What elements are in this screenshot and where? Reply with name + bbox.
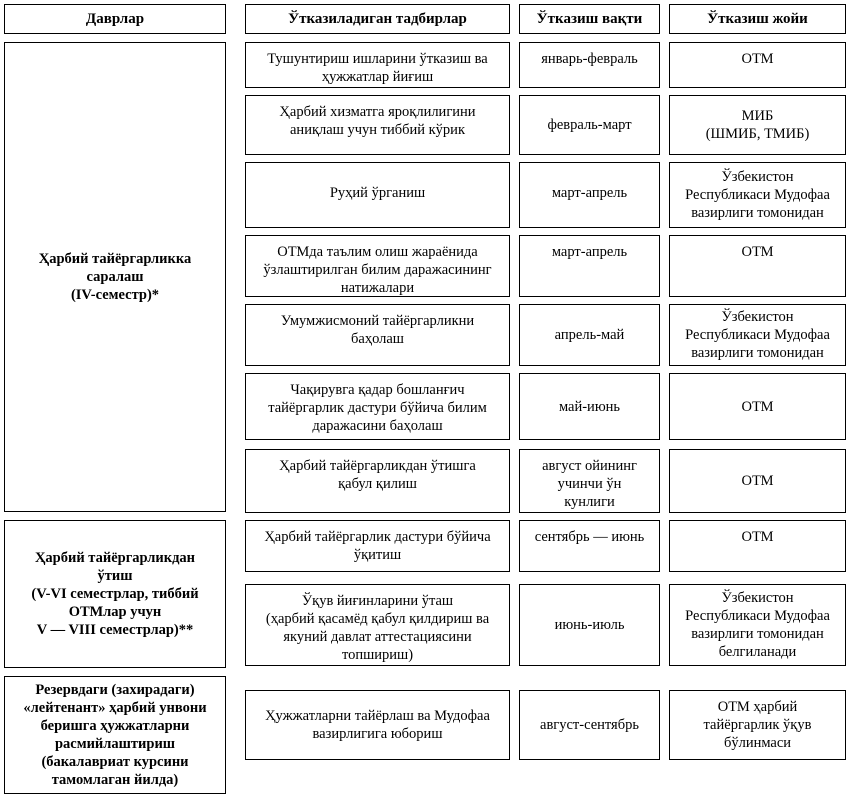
place-cell (669, 520, 846, 572)
period-line: Ҳарбий тайёргарликка (38, 251, 192, 267)
time-line: июнь-июль (554, 617, 625, 633)
place-line: (ШМИБ, ТМИБ) (705, 126, 810, 142)
event-line: Чақирувга қадар бошланғич (290, 382, 465, 398)
place-line: Ўзбекистон (721, 169, 794, 185)
place-line: Республикаси Мудофаа (685, 608, 830, 624)
place-line: Республикаси Мудофаа (685, 187, 830, 203)
period-line: «лейтенант» ҳарбий унвони (23, 700, 207, 716)
event-cell (245, 162, 510, 228)
event-cell (245, 304, 510, 366)
time-line: февраль-март (547, 117, 632, 133)
place-line: белгиланади (718, 644, 797, 660)
event-cell (245, 584, 510, 666)
period-line: Резервдаги (захирадаги) (35, 682, 195, 698)
event-line: Ўқув йиғинларини ўташ (301, 593, 454, 609)
place-cell (669, 235, 846, 297)
place-line: вазирлиги томонидан (691, 626, 824, 642)
place-line: Республикаси Мудофаа (685, 327, 830, 343)
time-line: август ойининг (542, 458, 637, 474)
header-time-label: Ўтказиш вақти (536, 11, 643, 27)
period-reserve (4, 676, 226, 794)
event-line: аниқлаш учун тиббий кўрик (290, 122, 465, 138)
event-line: топшириш) (341, 647, 414, 663)
event-cell (245, 373, 510, 440)
time-line: учинчи ўн (557, 476, 622, 492)
time-line: март-апрель (551, 185, 628, 201)
event-cell (245, 690, 510, 760)
event-cell (245, 95, 510, 155)
event-line: тайёргарлик дастури бўйича билим (268, 400, 487, 416)
period-line: саралаш (86, 269, 144, 285)
event-cell (245, 449, 510, 513)
time-line: январь-февраль (541, 51, 638, 67)
event-line: ҳужжатлар йиғиш (321, 69, 434, 85)
period-line: V — VIII семестрлар)** (36, 622, 194, 638)
place-cell (669, 162, 846, 228)
event-line: Тушунтириш ишларини ўтказиш ва (267, 51, 488, 67)
place-cell (669, 95, 846, 155)
time-cell (519, 42, 660, 88)
place-line: Ўзбекистон (721, 590, 794, 606)
time-cell (519, 235, 660, 297)
event-line: Руҳий ўрганиш (329, 185, 426, 201)
event-line: ОТМда таълим олиш жараёнида (277, 244, 478, 260)
period-line: (IV-семестр)* (70, 287, 160, 303)
event-line: вазирлигига юбориш (312, 726, 443, 742)
period-line: ОТМлар учун (68, 604, 162, 620)
header-place (669, 4, 846, 34)
event-line: Ҳужжатларни тайёрлаш ва Мудофаа (265, 708, 490, 724)
header-periods (4, 4, 226, 34)
event-line: Умумжисмоний тайёргарликни (280, 313, 475, 329)
event-line: даражасини баҳолаш (312, 418, 443, 434)
period-training (4, 520, 226, 668)
period-selection (4, 42, 226, 512)
place-line: Ўзбекистон (721, 309, 794, 325)
place-cell (669, 690, 846, 760)
header-events-label: Ўтказиладиган тадбирлар (288, 11, 467, 27)
period-line: беришга ҳужжатларни (40, 718, 190, 734)
time-cell (519, 449, 660, 513)
period-line: Ҳарбий тайёргарликдан (34, 550, 196, 566)
time-line: сентябрь — июнь (534, 529, 645, 545)
time-cell (519, 584, 660, 666)
time-line: май-июнь (558, 398, 621, 415)
time-cell (519, 373, 660, 440)
period-line: (бакалавриат курсини (41, 754, 189, 770)
period-line: (V-VI семестрлар, тиббий (31, 586, 199, 602)
time-cell (519, 95, 660, 155)
time-line: апрель-май (554, 327, 625, 343)
place-line: ОТМ (741, 473, 774, 489)
place-line: вазирлиги томонидан (691, 205, 824, 221)
time-line: кунлиги (564, 494, 615, 510)
event-line: натижалари (340, 280, 415, 296)
place-line: МИБ (741, 108, 774, 124)
time-line: март-апрель (551, 244, 628, 260)
place-line: тайёргарлик ўқув (703, 717, 812, 733)
header-time (519, 4, 660, 34)
place-cell (669, 449, 846, 513)
time-cell (519, 690, 660, 760)
header-place-label: Ўтказиш жойи (707, 11, 808, 27)
time-line: август-сентябрь (540, 717, 639, 733)
place-line: бўлинмаси (723, 735, 792, 751)
event-line: Ҳарбий хизматга яроқлилигини (279, 104, 476, 120)
place-line: ОТМ (741, 51, 774, 67)
place-cell (669, 304, 846, 366)
period-line: тамомлаган йилда) (51, 772, 179, 788)
time-cell (519, 162, 660, 228)
event-cell (245, 42, 510, 88)
period-line: расмийлаштириш (54, 736, 176, 752)
header-events (245, 4, 510, 34)
place-cell (669, 584, 846, 666)
time-cell (519, 304, 660, 366)
period-line: ўтиш (97, 568, 133, 584)
place-cell (669, 373, 846, 440)
place-line: ОТМ (741, 244, 774, 260)
event-cell (245, 520, 510, 572)
event-line: қабул қилиш (338, 476, 417, 492)
place-cell (669, 42, 846, 88)
event-line: Ҳарбий тайёргарлик дастури бўйича (264, 529, 491, 545)
event-line: ўқитиш (353, 547, 402, 563)
event-line: баҳолаш (351, 331, 404, 347)
event-cell (245, 235, 510, 297)
time-cell (519, 520, 660, 572)
place-line: ОТМ (741, 398, 774, 415)
event-line: якуний давлат аттестациясини (283, 629, 472, 645)
place-line: ОТМ ҳарбий (717, 699, 798, 715)
place-line: ОТМ (741, 529, 774, 545)
header-periods-label: Даврлар (85, 11, 145, 27)
event-line: ўзлаштирилган билим даражасининг (263, 262, 492, 278)
place-line: вазирлиги томонидан (691, 345, 824, 361)
event-line: Ҳарбий тайёргарликдан ўтишга (279, 458, 476, 474)
event-line: (ҳарбий қасамёд қабул қилдириш ва (265, 611, 490, 627)
